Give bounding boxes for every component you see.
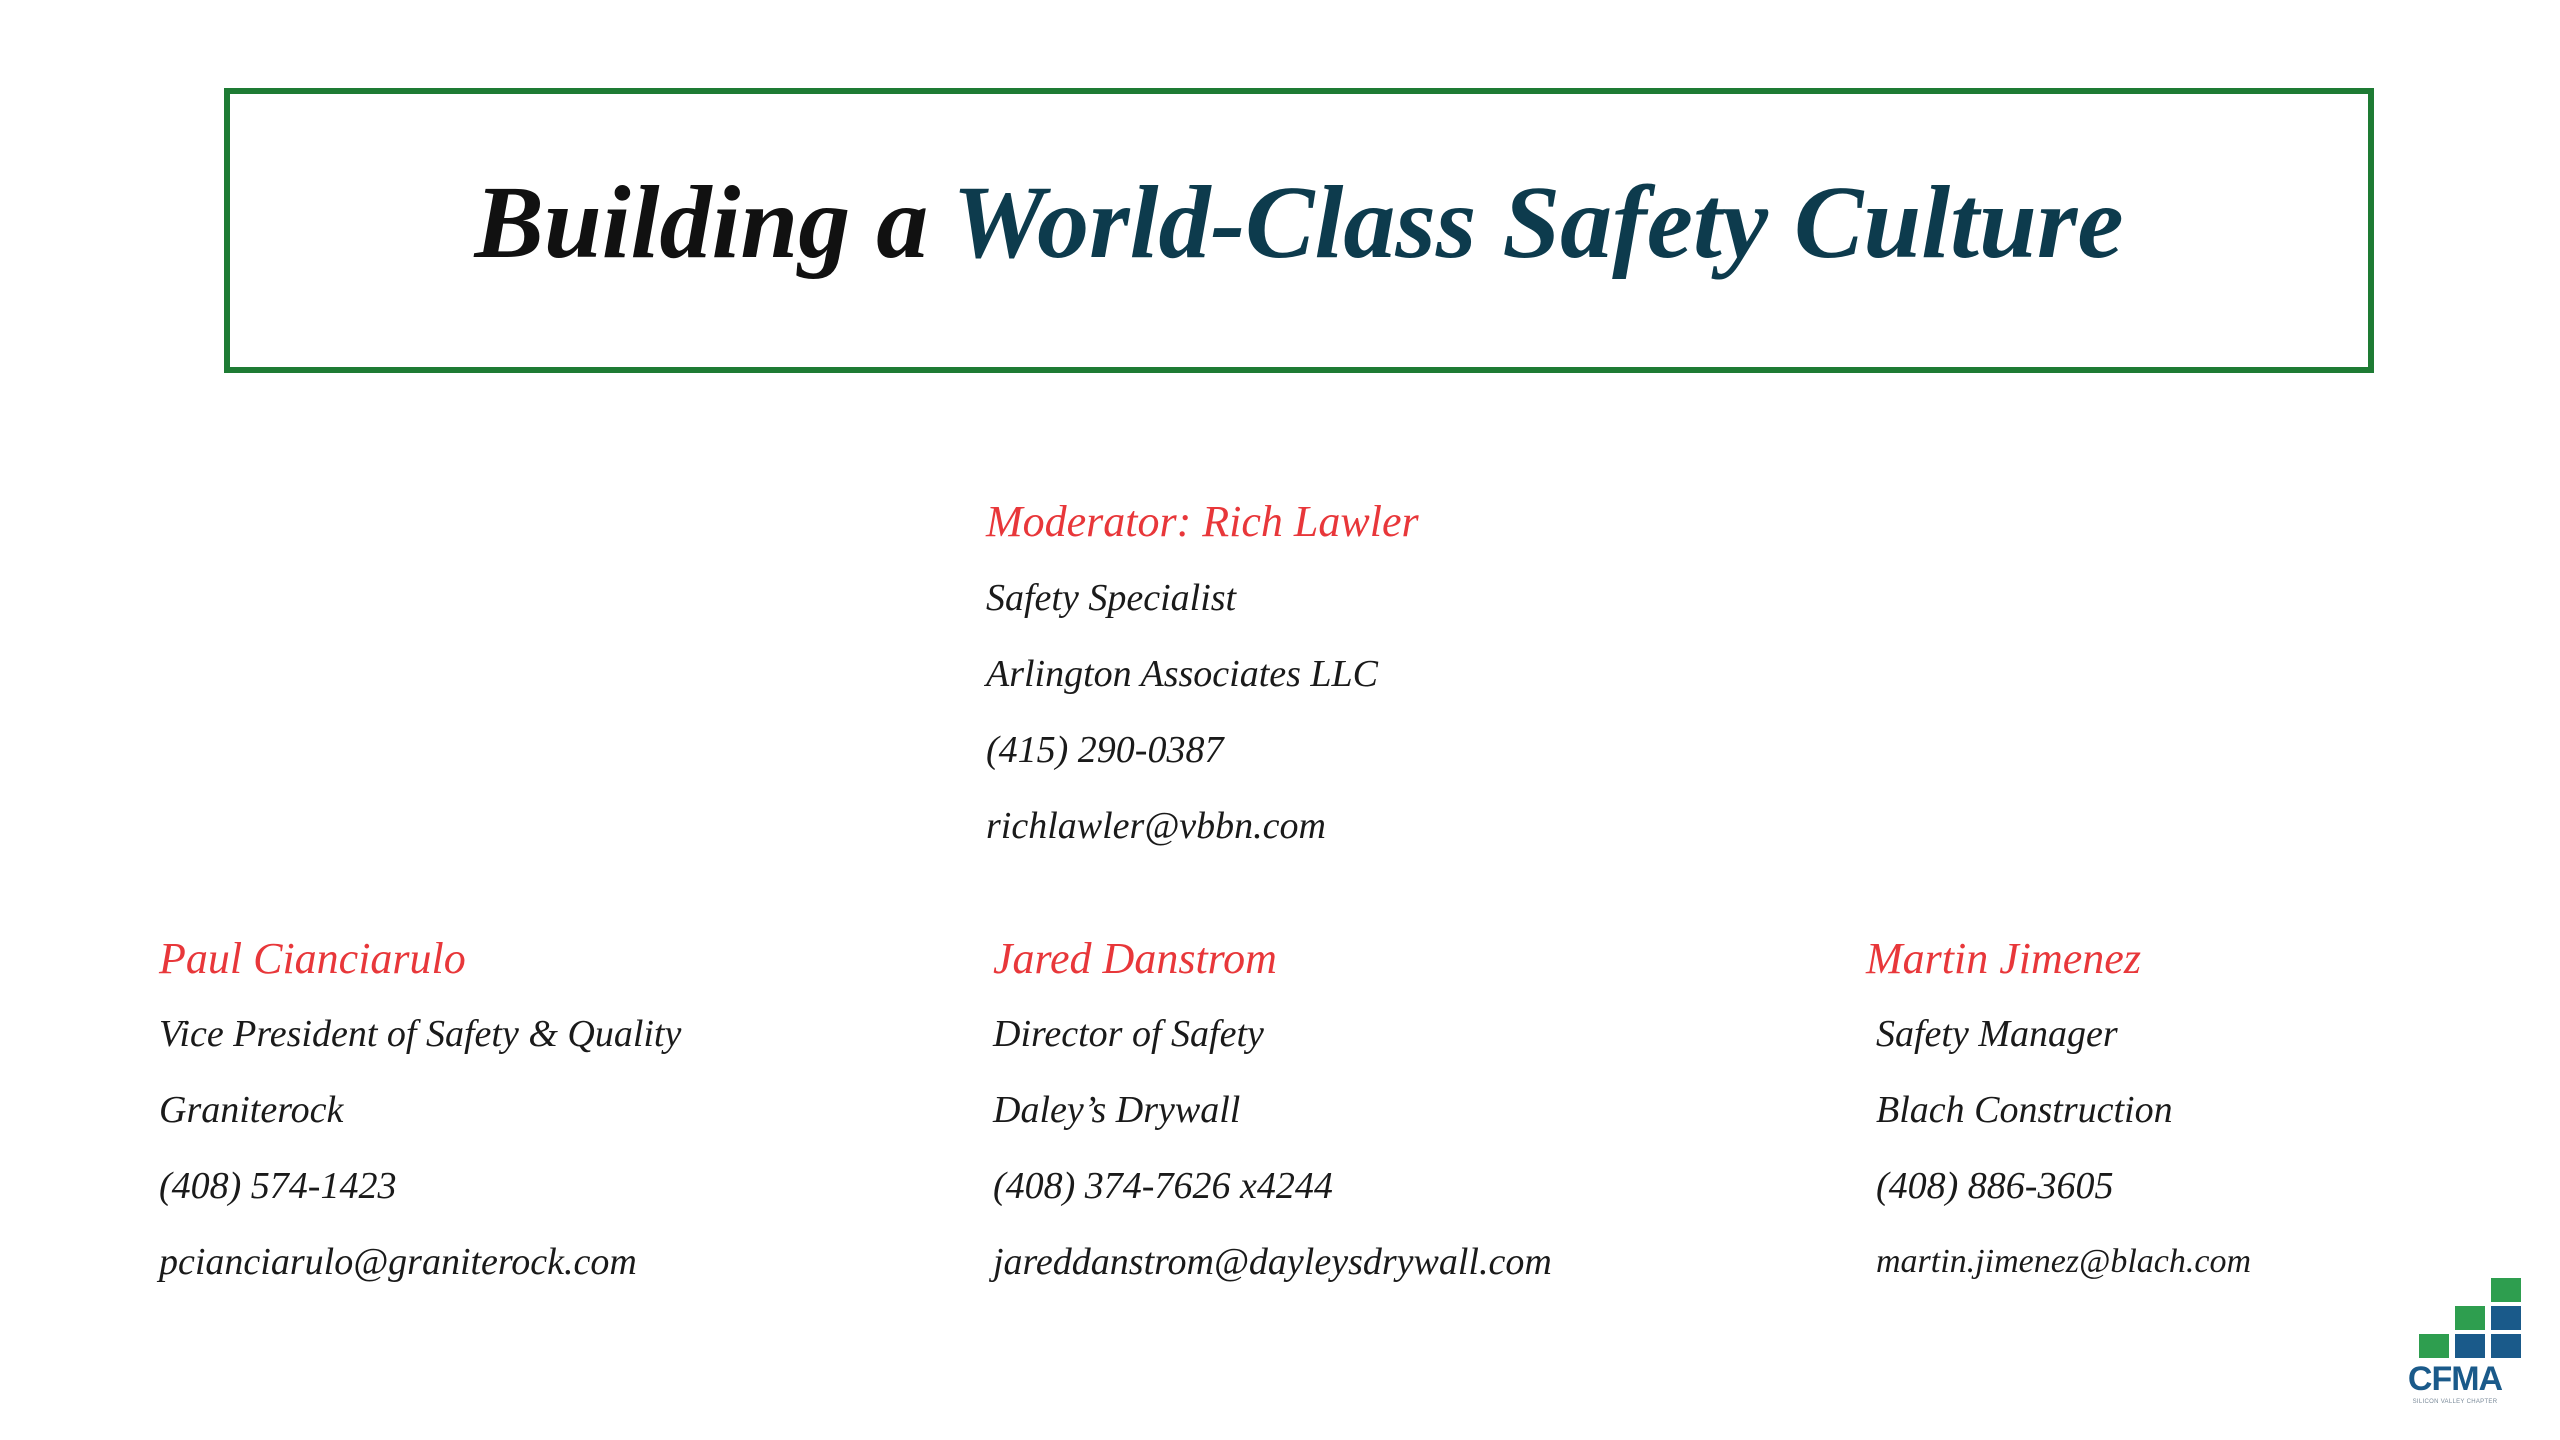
panelist-email: pcianciarulo@graniterock.com [159,1241,637,1283]
logo-wordmark: CFMA [2407,1360,2503,1398]
title-accent: World-Class Safety Culture [952,165,2124,280]
moderator-name: Moderator: Rich Lawler [986,497,1419,546]
moderator-phone: (415) 290-0387 [986,729,1224,771]
moderator-role: Safety Specialist [986,577,1237,619]
cfma-logo [2385,1278,2525,1408]
panelist-phone: (408) 886-3605 [1876,1165,2114,1207]
panelist-email: martin.jimenez@blach.com [1876,1243,2251,1280]
panelist-block [1866,934,2251,1319]
logo-blocks-icon [2407,1278,2523,1358]
title-prefix: Building a [474,165,953,280]
panelist-name: Martin Jimenez [1866,934,2141,983]
title-box [224,88,2374,373]
moderator-email: richlawler@vbbn.com [986,805,1326,847]
panelist-role: Vice President of Safety & Quality [159,1013,682,1055]
panelist-company: Graniterock [159,1089,344,1131]
panelist-phone: (408) 574-1423 [159,1165,397,1207]
panelist-role: Director of Safety [993,1013,1264,1055]
slide-title [475,163,2124,282]
panelist-email: jareddanstrom@dayleysdrywall.com [993,1241,1552,1283]
logo-tagline: SILICON VALLEY CHAPTER [2412,1399,2498,1405]
panelist-name: Paul Cianciarulo [159,934,466,983]
panelist-name: Jared Danstrom [993,934,1277,983]
panelist-phone: (408) 374-7626 x4244 [993,1165,1333,1207]
panelist-company: Blach Construction [1876,1089,2173,1131]
panelist-company: Daley’s Drywall [993,1089,1241,1131]
moderator-block [986,497,1419,883]
moderator-company: Arlington Associates LLC [986,653,1379,695]
panelist-block [159,934,682,1319]
panelist-role: Safety Manager [1876,1013,2118,1055]
panelist-block [993,934,1552,1319]
